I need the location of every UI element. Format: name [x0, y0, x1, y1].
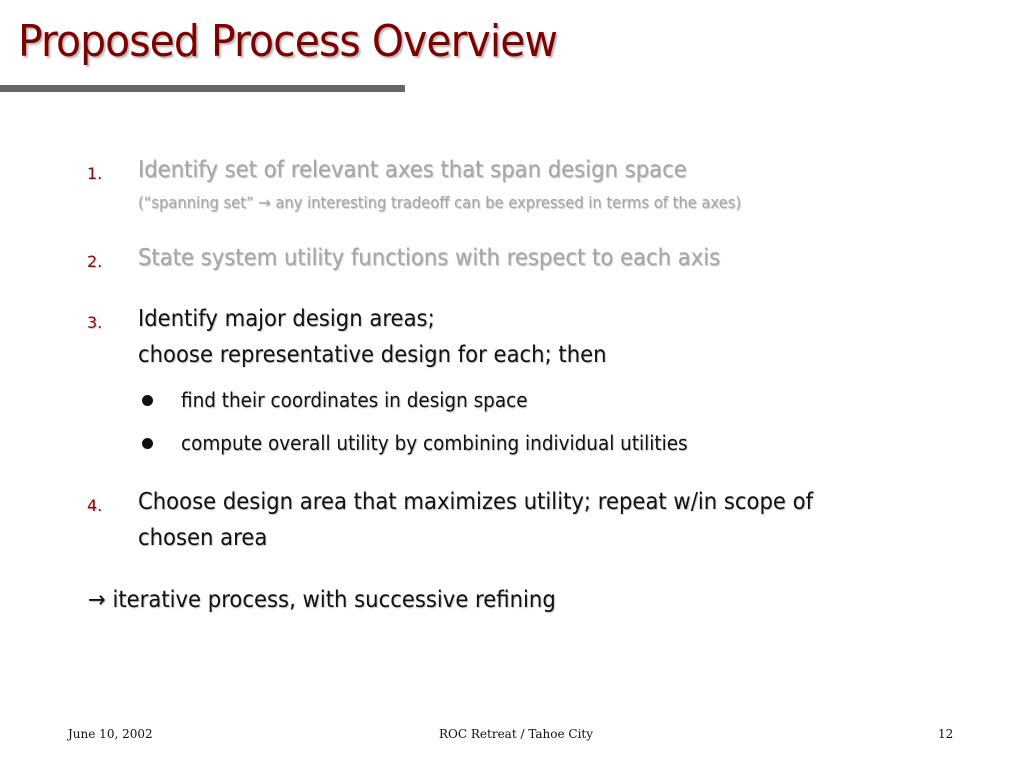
item-3-bullet-2: compute overall utility by combining individual utilities [181, 431, 688, 455]
item-2-text: State system utility functions with respect to each axis [138, 245, 721, 271]
item-3-text-line1: Identify major design areas; [138, 306, 435, 332]
footer-page-number: 12 [938, 727, 954, 741]
slide-title: Proposed Process Overview [18, 16, 558, 67]
footer-event: ROC Retreat / Tahoe City [439, 727, 594, 741]
item-1-text: Identify set of relevant axes that span design space [138, 157, 687, 183]
item-3-text-line2: choose representative design for each; then [138, 342, 607, 368]
item-2-number: 2. [87, 252, 103, 271]
item-4-text-line2: chosen area [138, 525, 268, 551]
item-1-number: 1. [87, 164, 103, 183]
item-4-text-line1: Choose design area that maximizes utility; repeat w/in scope of [138, 489, 814, 515]
footer-date: June 10, 2002 [68, 727, 153, 741]
bullet-dot-icon [142, 395, 153, 406]
item-3-number: 3. [87, 313, 103, 332]
title-underline [0, 85, 405, 92]
item-4-number: 4. [87, 496, 103, 515]
bullet-dot-icon [142, 438, 153, 449]
item-1-subtext: (“spanning set” → any interesting tradeoff can be expressed in terms of the axes) [138, 193, 742, 212]
item-3-bullet-1: find their coordinates in design space [181, 388, 528, 412]
conclusion-text: → iterative process, with successive refining [88, 587, 556, 613]
